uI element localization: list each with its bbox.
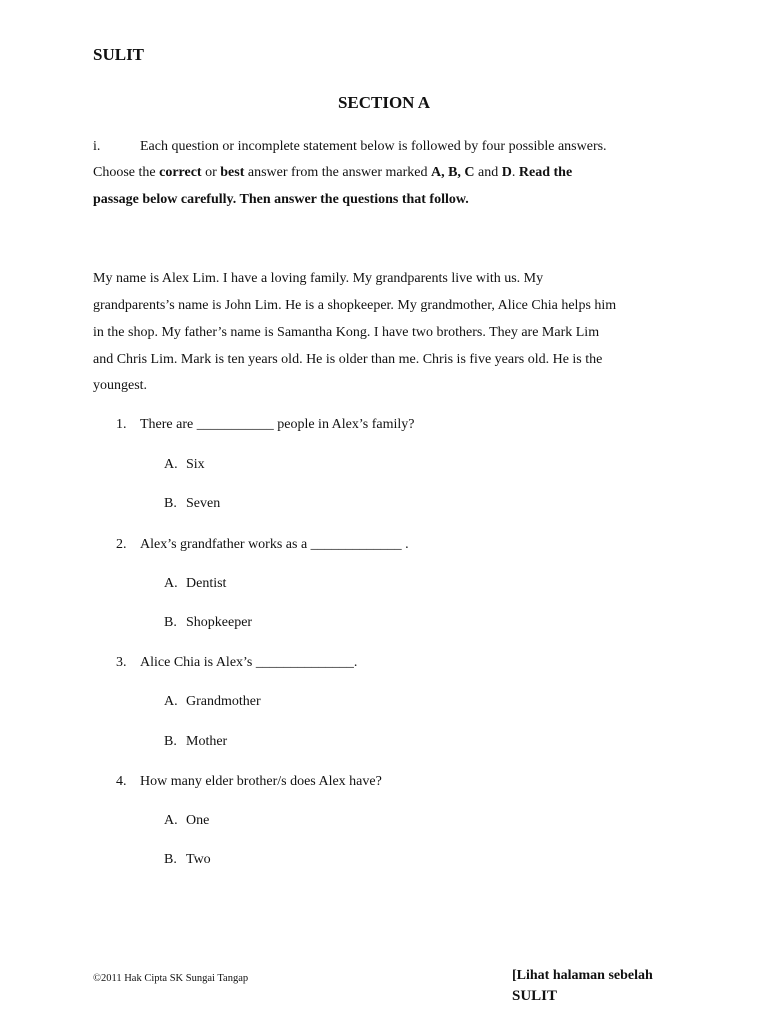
- question-text: How many elder brother/s does Alex have?: [140, 774, 382, 789]
- instruction-emphasis: correct: [159, 165, 202, 180]
- next-page-note: [Lihat halaman sebelah: [512, 968, 653, 983]
- question-number: 1.: [116, 417, 127, 432]
- instruction-emphasis: D: [501, 165, 512, 180]
- instruction-line-2: [93, 160, 572, 186]
- option-text: Six: [186, 457, 205, 472]
- instruction-emphasis: best: [220, 165, 245, 180]
- instruction-text: Choose the: [93, 165, 160, 180]
- instruction-emphasis: Read the: [518, 165, 573, 180]
- option-letter: B.: [164, 496, 177, 511]
- passage-line: in the shop. My father’s name is Samantha Kong. I have two brothers. They are Mark Lim: [93, 325, 600, 340]
- passage-line: and Chris Lim. Mark is ten years old. He is older than me. Chris is five years old. He is the: [93, 352, 603, 367]
- passage-line: grandparents’s name is John Lim. He is a shopkeeper. My grandmother, Alice Chia helps him: [93, 298, 617, 313]
- option-text: Two: [186, 852, 211, 867]
- instruction-number: i.: [93, 139, 101, 154]
- question-number: 2.: [116, 537, 127, 552]
- option-letter: B.: [164, 615, 177, 630]
- question-number: 3.: [116, 655, 127, 670]
- option-letter: A.: [164, 457, 178, 472]
- footer-copyright: ©2011 Hak Cipta SK Sungai Tangap: [93, 973, 249, 984]
- passage-line: My name is Alex Lim. I have a loving family. My grandparents live with us. My: [93, 271, 544, 286]
- option-text: Grandmother: [186, 694, 261, 709]
- option-letter: A.: [164, 576, 178, 591]
- option-text: Shopkeeper: [186, 615, 253, 630]
- classification-label-bottom: SULIT: [512, 988, 558, 1004]
- instruction-emphasis: A, B, C: [430, 165, 475, 180]
- option-letter: B.: [164, 734, 177, 749]
- question-text: Alex’s grandfather works as a _____________ .: [140, 537, 409, 552]
- option-text: Mother: [186, 734, 228, 749]
- question-text: There are ___________ people in Alex’s family?: [140, 417, 415, 432]
- instruction-line-3: passage below carefully. Then answer the questions that follow.: [93, 192, 469, 207]
- option-text: Seven: [186, 496, 221, 511]
- instruction-text: .: [511, 165, 519, 180]
- option-text: Dentist: [186, 576, 227, 591]
- option-letter: A.: [164, 813, 178, 828]
- question-number: 4.: [116, 774, 127, 789]
- option-letter: A.: [164, 694, 178, 709]
- question-text: Alice Chia is Alex’s ______________.: [140, 655, 358, 670]
- instruction-line-1: Each question or incomplete statement below is followed by four possible answers.: [140, 139, 607, 154]
- instruction-text: and: [474, 165, 502, 180]
- classification-label-top: SULIT: [93, 45, 145, 64]
- instruction-text: answer from the answer marked: [244, 165, 431, 180]
- section-title: SECTION A: [337, 93, 431, 112]
- instruction-text: or: [201, 165, 221, 180]
- option-letter: B.: [164, 852, 177, 867]
- option-text: One: [186, 813, 210, 828]
- passage-line: youngest.: [93, 378, 148, 393]
